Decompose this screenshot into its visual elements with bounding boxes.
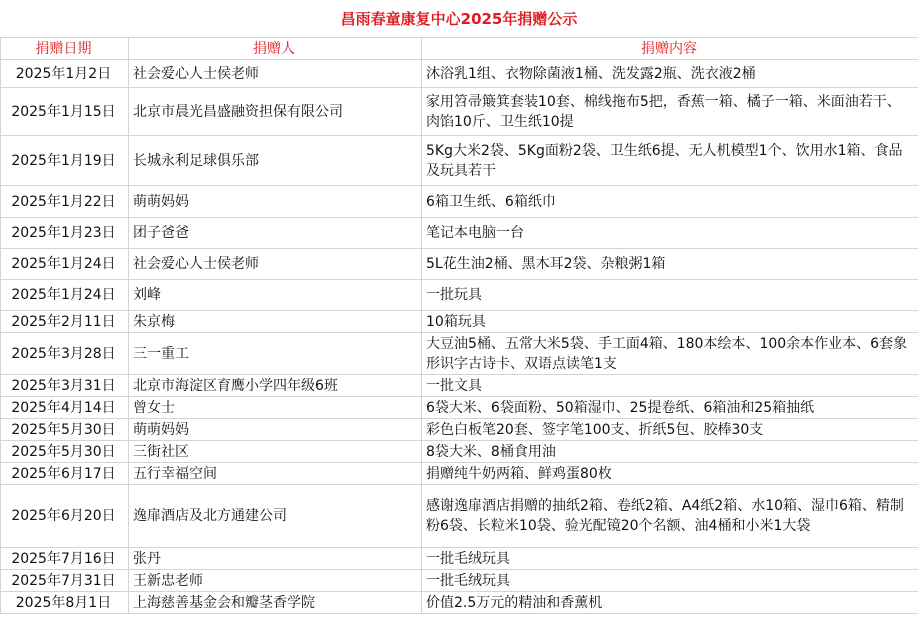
cell-date: 2025年1月24日: [1, 280, 129, 311]
cell-donor: 长城永利足球俱乐部: [129, 136, 422, 186]
cell-donor: 三一重工: [129, 333, 422, 375]
cell-date: 2025年1月23日: [1, 218, 129, 249]
cell-date: 2025年1月24日: [1, 249, 129, 280]
cell-content: 感谢逸扉酒店捐赠的抽纸2箱、卷纸2箱、A4纸2箱、水10箱、湿巾6箱、精制粉6袋、长粒米10袋、验光配镜20个名额、油4桶和小米1大袋: [422, 485, 918, 548]
table-row: [1, 397, 918, 419]
cell-donor: 刘峰: [129, 280, 422, 311]
cell-content: 沐浴乳1组、衣物除菌液1桶、洗发露2瓶、洗衣液2桶: [422, 60, 918, 88]
cell-content: 彩色白板笔20套、签字笔100支、折纸5包、胶棒30支: [422, 419, 918, 441]
cell-date: 2025年1月19日: [1, 136, 129, 186]
table-row: [1, 218, 918, 249]
cell-content: 5L花生油2桶、黑木耳2袋、杂粮粥1箱: [422, 249, 918, 280]
cell-date: 2025年6月17日: [1, 463, 129, 485]
page-title: 昌雨春童康复中心2025年捐赠公示: [340, 10, 578, 28]
cell-date: 2025年5月30日: [1, 441, 129, 463]
cell-date: 2025年2月11日: [1, 311, 129, 333]
cell-date: 2025年8月1日: [1, 592, 129, 614]
cell-date: 2025年3月28日: [1, 333, 129, 375]
cell-content: 一批文具: [422, 375, 918, 397]
cell-donor: 朱京梅: [129, 311, 422, 333]
cell-content: 一批毛绒玩具: [422, 570, 918, 592]
table-row: [1, 570, 918, 592]
table-row: [1, 311, 918, 333]
header-date: 捐赠日期: [1, 38, 129, 60]
cell-content: 价值2.5万元的精油和香薰机: [422, 592, 918, 614]
cell-donor: 曾女士: [129, 397, 422, 419]
cell-content: 一批毛绒玩具: [422, 548, 918, 570]
cell-donor: 团子爸爸: [129, 218, 422, 249]
cell-donor: 逸扉酒店及北方通建公司: [129, 485, 422, 548]
cell-content: 笔记本电脑一台: [422, 218, 918, 249]
table-row: [1, 463, 918, 485]
table-row: [1, 280, 918, 311]
cell-donor: 社会爱心人士侯老师: [129, 60, 422, 88]
cell-date: 2025年4月14日: [1, 397, 129, 419]
cell-content: 6袋大米、6袋面粉、50箱湿巾、25提卷纸、6箱油和25箱抽纸: [422, 397, 918, 419]
cell-content: 5Kg大米2袋、5Kg面粉2袋、卫生纸6提、无人机模型1个、饮用水1箱、食品及玩具若干: [422, 136, 918, 186]
table-row: [1, 485, 918, 548]
cell-content: 10箱玩具: [422, 311, 918, 333]
cell-date: 2025年1月22日: [1, 186, 129, 218]
table-row: [1, 249, 918, 280]
cell-donor: 萌萌妈妈: [129, 419, 422, 441]
cell-content: 大豆油5桶、五常大米5袋、手工面4箱、180本绘本、100余本作业本、6套象形识字古诗卡、双语点读笔1支: [422, 333, 918, 375]
cell-date: 2025年7月31日: [1, 570, 129, 592]
cell-donor: 北京市海淀区育鹰小学四年级6班: [129, 375, 422, 397]
table-row: [1, 88, 918, 136]
cell-donor: 社会爱心人士侯老师: [129, 249, 422, 280]
table-row: [1, 375, 918, 397]
table-row: [1, 60, 918, 88]
cell-donor: 五行幸福空间: [129, 463, 422, 485]
table-row: [1, 592, 918, 614]
cell-donor: 张丹: [129, 548, 422, 570]
header-donor: 捐赠人: [129, 38, 422, 60]
table-row: [1, 441, 918, 463]
table-row: [1, 548, 918, 570]
cell-date: 2025年7月16日: [1, 548, 129, 570]
cell-date: 2025年6月20日: [1, 485, 129, 548]
cell-date: 2025年5月30日: [1, 419, 129, 441]
cell-donor: 上海慈善基金会和瓣茎香学院: [129, 592, 422, 614]
table-row: [1, 136, 918, 186]
donation-table: [0, 37, 918, 614]
cell-donor: 三街社区: [129, 441, 422, 463]
table-row: [1, 186, 918, 218]
header-row: [1, 38, 918, 60]
cell-donor: 萌萌妈妈: [129, 186, 422, 218]
cell-donor: 王新忠老师: [129, 570, 422, 592]
cell-date: 2025年1月15日: [1, 88, 129, 136]
table-row: [1, 333, 918, 375]
header-content: 捐赠内容: [422, 38, 918, 60]
cell-content: 6箱卫生纸、6箱纸巾: [422, 186, 918, 218]
cell-content: 8袋大米、8桶食用油: [422, 441, 918, 463]
cell-date: 2025年1月2日: [1, 60, 129, 88]
cell-donor: 北京市晨光昌盛融资担保有限公司: [129, 88, 422, 136]
cell-content: 一批玩具: [422, 280, 918, 311]
cell-date: 2025年3月31日: [1, 375, 129, 397]
table-row: [1, 419, 918, 441]
cell-content: 捐赠纯牛奶两箱、鲜鸡蛋80枚: [422, 463, 918, 485]
cell-content: 家用笤帚簸箕套装10套、棉线拖布5把，香蕉一箱、橘子一箱、米面油若干、肉馅10斤、卫生纸10提: [422, 88, 918, 136]
